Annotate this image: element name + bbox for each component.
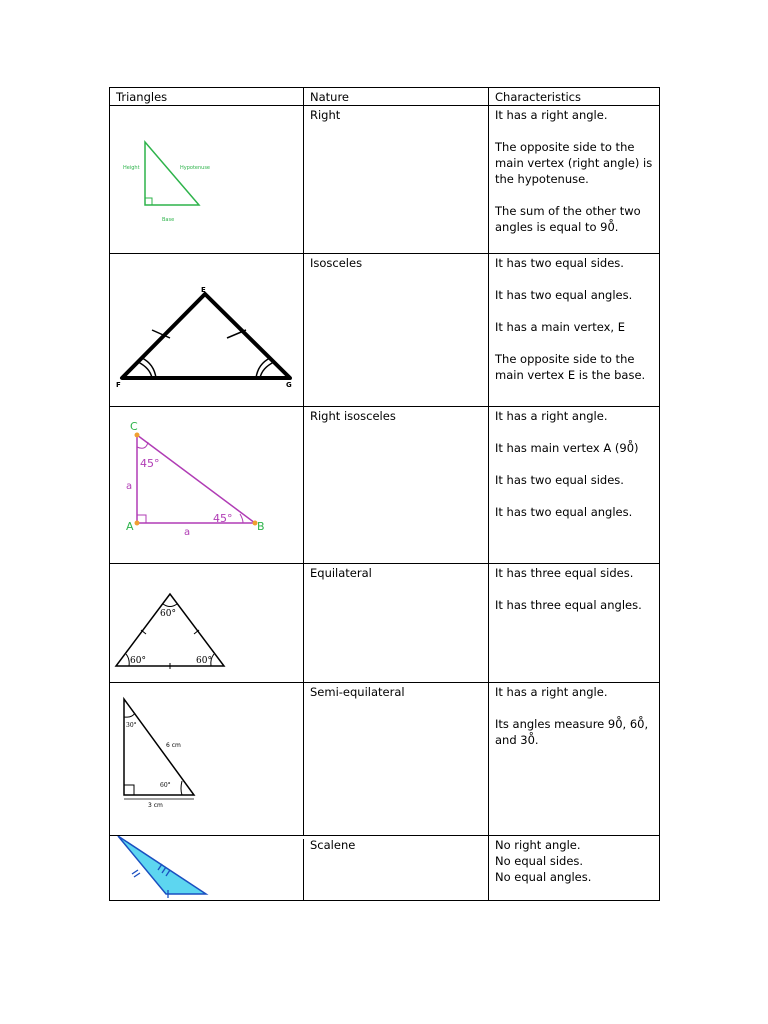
- label-angle-30: 30°: [126, 722, 137, 729]
- label-angle-right: 60°: [196, 656, 212, 666]
- scalene-figure: [110, 836, 304, 899]
- nature-cell: Right: [304, 106, 489, 254]
- characteristics-cell: [489, 836, 660, 901]
- table-row: [110, 836, 660, 901]
- equilateral-figure-cell: [110, 564, 304, 683]
- characteristic-line: It has three equal sides.: [495, 566, 634, 580]
- characteristic-line: It has two equal sides.: [495, 256, 624, 270]
- label-vertex-e: E: [201, 286, 206, 294]
- label-vertex-b: B: [257, 520, 265, 533]
- nature-cell: Equilateral: [304, 564, 489, 683]
- table-row: [110, 407, 660, 564]
- right-isosceles-figure: [110, 407, 304, 562]
- right-triangle-figure-cell: [110, 106, 304, 254]
- characteristic-line: It has two equal angles.: [495, 505, 633, 519]
- semi-equilateral-figure: [110, 683, 304, 834]
- label-vertex-f: F: [116, 381, 121, 389]
- characteristic-line: The opposite side to the main vertex E is the base.: [495, 352, 646, 382]
- header-triangles: Triangles: [110, 88, 304, 106]
- label-base: Base: [162, 217, 175, 223]
- isosceles-figure: [110, 254, 304, 405]
- scalene-figure-cell: [110, 836, 304, 901]
- characteristics-cell: [489, 683, 660, 836]
- table-row: [110, 254, 660, 407]
- characteristics-cell: [489, 254, 660, 407]
- label-height: Height: [123, 165, 140, 171]
- nature-cell: Scalene: [304, 836, 489, 901]
- label-hypotenuse-length: 6 cm: [166, 742, 181, 749]
- label-vertex-c: C: [130, 420, 138, 433]
- characteristics-cell: [489, 407, 660, 564]
- table-row: [110, 106, 660, 254]
- header-nature: Nature: [304, 88, 489, 106]
- label-hypotenuse: Hypotenuse: [180, 165, 211, 171]
- label-vertex-g: G: [286, 381, 292, 389]
- characteristic-line: It has main vertex A (90̊): [495, 441, 639, 455]
- label-angle-60: 60°: [160, 782, 171, 789]
- characteristic-line: Its angles measure 90̊, 60̊, and 30̊.: [495, 717, 649, 747]
- characteristic-line: It has two equal angles.: [495, 288, 633, 302]
- semi-equilateral-figure-cell: [110, 683, 304, 836]
- characteristic-line: It has three equal angles.: [495, 598, 642, 612]
- nature-cell: Right isosceles: [304, 407, 489, 564]
- header-characteristics: Characteristics: [489, 88, 660, 106]
- table-row: [110, 564, 660, 683]
- table-row: [110, 683, 660, 836]
- table-header-row: [110, 88, 660, 106]
- equilateral-figure: [110, 564, 304, 681]
- nature-cell: Semi-equilateral: [304, 683, 489, 836]
- characteristic-line: It has a right angle.: [495, 409, 608, 423]
- label-angle-b: 45°: [213, 512, 233, 525]
- characteristics-cell: [489, 106, 660, 254]
- label-side-bottom: a: [184, 527, 191, 538]
- nature-cell: Isosceles: [304, 254, 489, 407]
- label-base-length: 3 cm: [148, 802, 163, 809]
- label-angle-left: 60°: [130, 656, 146, 666]
- triangles-table: [109, 87, 660, 901]
- right-isosceles-figure-cell: [110, 407, 304, 564]
- characteristic-line: No right angle.: [495, 838, 581, 852]
- isosceles-figure-cell: [110, 254, 304, 407]
- characteristic-line: No equal sides.: [495, 854, 584, 868]
- label-angle-c: 45°: [140, 457, 160, 470]
- label-side-left: a: [126, 481, 133, 492]
- label-angle-top: 60°: [160, 609, 176, 619]
- label-vertex-a: A: [126, 520, 134, 533]
- characteristic-line: It has a main vertex, E: [495, 320, 626, 334]
- characteristic-line: It has a right angle.: [495, 685, 608, 699]
- right-triangle-figure: [110, 106, 304, 252]
- characteristic-line: It has two equal sides.: [495, 473, 624, 487]
- characteristic-line: The sum of the other two angles is equal to 90̊.: [495, 204, 641, 234]
- characteristic-line: The opposite side to the main vertex (right angle) is the hypotenuse.: [495, 140, 653, 186]
- characteristic-line: No equal angles.: [495, 870, 592, 884]
- characteristics-cell: [489, 564, 660, 683]
- characteristic-line: It has a right angle.: [495, 108, 608, 122]
